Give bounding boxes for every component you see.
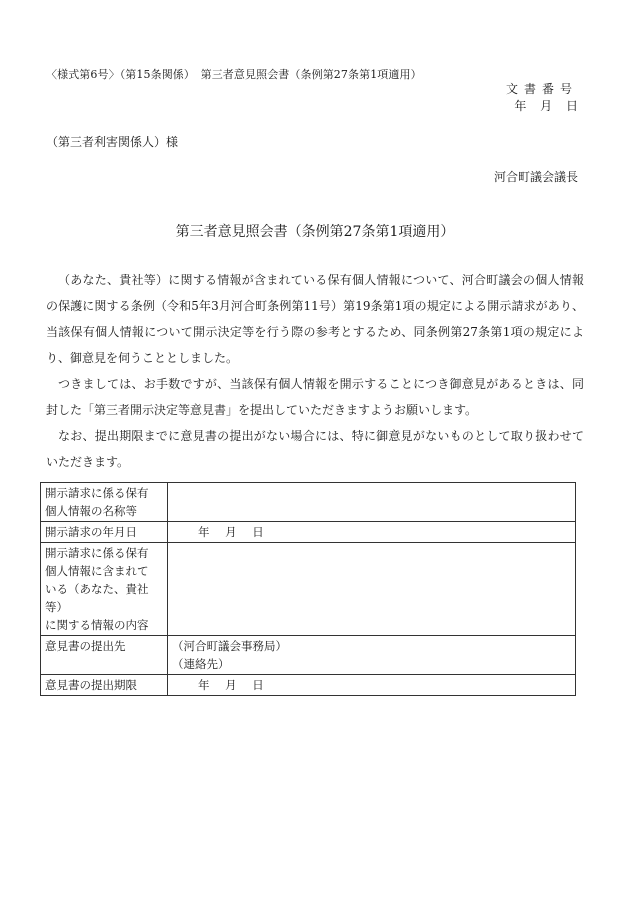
row-label-submission-destination: 意見書の提出先 [41, 636, 168, 675]
row-label-info-content: 開示請求に係る保有 個人情報に含まれて いる（あなた、貴社等） に関する情報の内容 [41, 543, 168, 636]
row-label-submission-deadline: 意見書の提出期限 [41, 675, 168, 696]
table-row [41, 543, 576, 636]
row-label-info-name: 開示請求に係る保有 個人情報の名称等 [41, 483, 168, 522]
table-row [41, 522, 576, 543]
info-table [40, 482, 576, 696]
body-paragraph-3: なお、提出期限までに意見書の提出がない場合には、特に御意見がないものとして取り扱わせていただきます。 [46, 429, 584, 469]
row-label-request-date: 開示請求の年月日 [41, 522, 168, 543]
document-date-label: 年 月 日 [514, 99, 578, 113]
sender: 河合町議会議長 [493, 170, 578, 184]
row-value-submission-destination: （河合町議会事務局） （連絡先） [168, 636, 576, 675]
row-value-info-content [168, 543, 576, 636]
body-paragraph-2: つきましては、お手数ですが、当該保有個人情報を開示することにつき御意見があるときは、同封した「第三者開示決定等意見書」を提出していただきますようお願いします。 [46, 377, 584, 417]
table-row [41, 675, 576, 696]
row-value-info-name [168, 483, 576, 522]
body-text [46, 267, 584, 475]
document-number-label: 文書番号 [505, 82, 578, 96]
table-row [41, 636, 576, 675]
row-value-request-date: 年 月 日 [168, 522, 576, 543]
addressee: （第三者利害関係人）様 [46, 135, 179, 149]
body-paragraph-1: （あなた、貴社等）に関する情報が含まれている保有個人情報について、河合町議会の個人情報の保護に関する条例（令和5年3月河合町条例第11号）第19条第1項の規定による開示請求があり、当該保有個人情報について開示決定等を行う際の参考とするため、同条例第27条第1項の規定により、御意見を伺うこととしました。 [46, 273, 584, 365]
form-reference: 〈様式第6号〉（第15条関係） 第三者意見照会書（条例第27条第1項適用） [46, 68, 422, 81]
page-title: 第三者意見照会書（条例第27条第1項適用） [175, 224, 455, 240]
table-row [41, 483, 576, 522]
row-value-submission-deadline: 年 月 日 [168, 675, 576, 696]
